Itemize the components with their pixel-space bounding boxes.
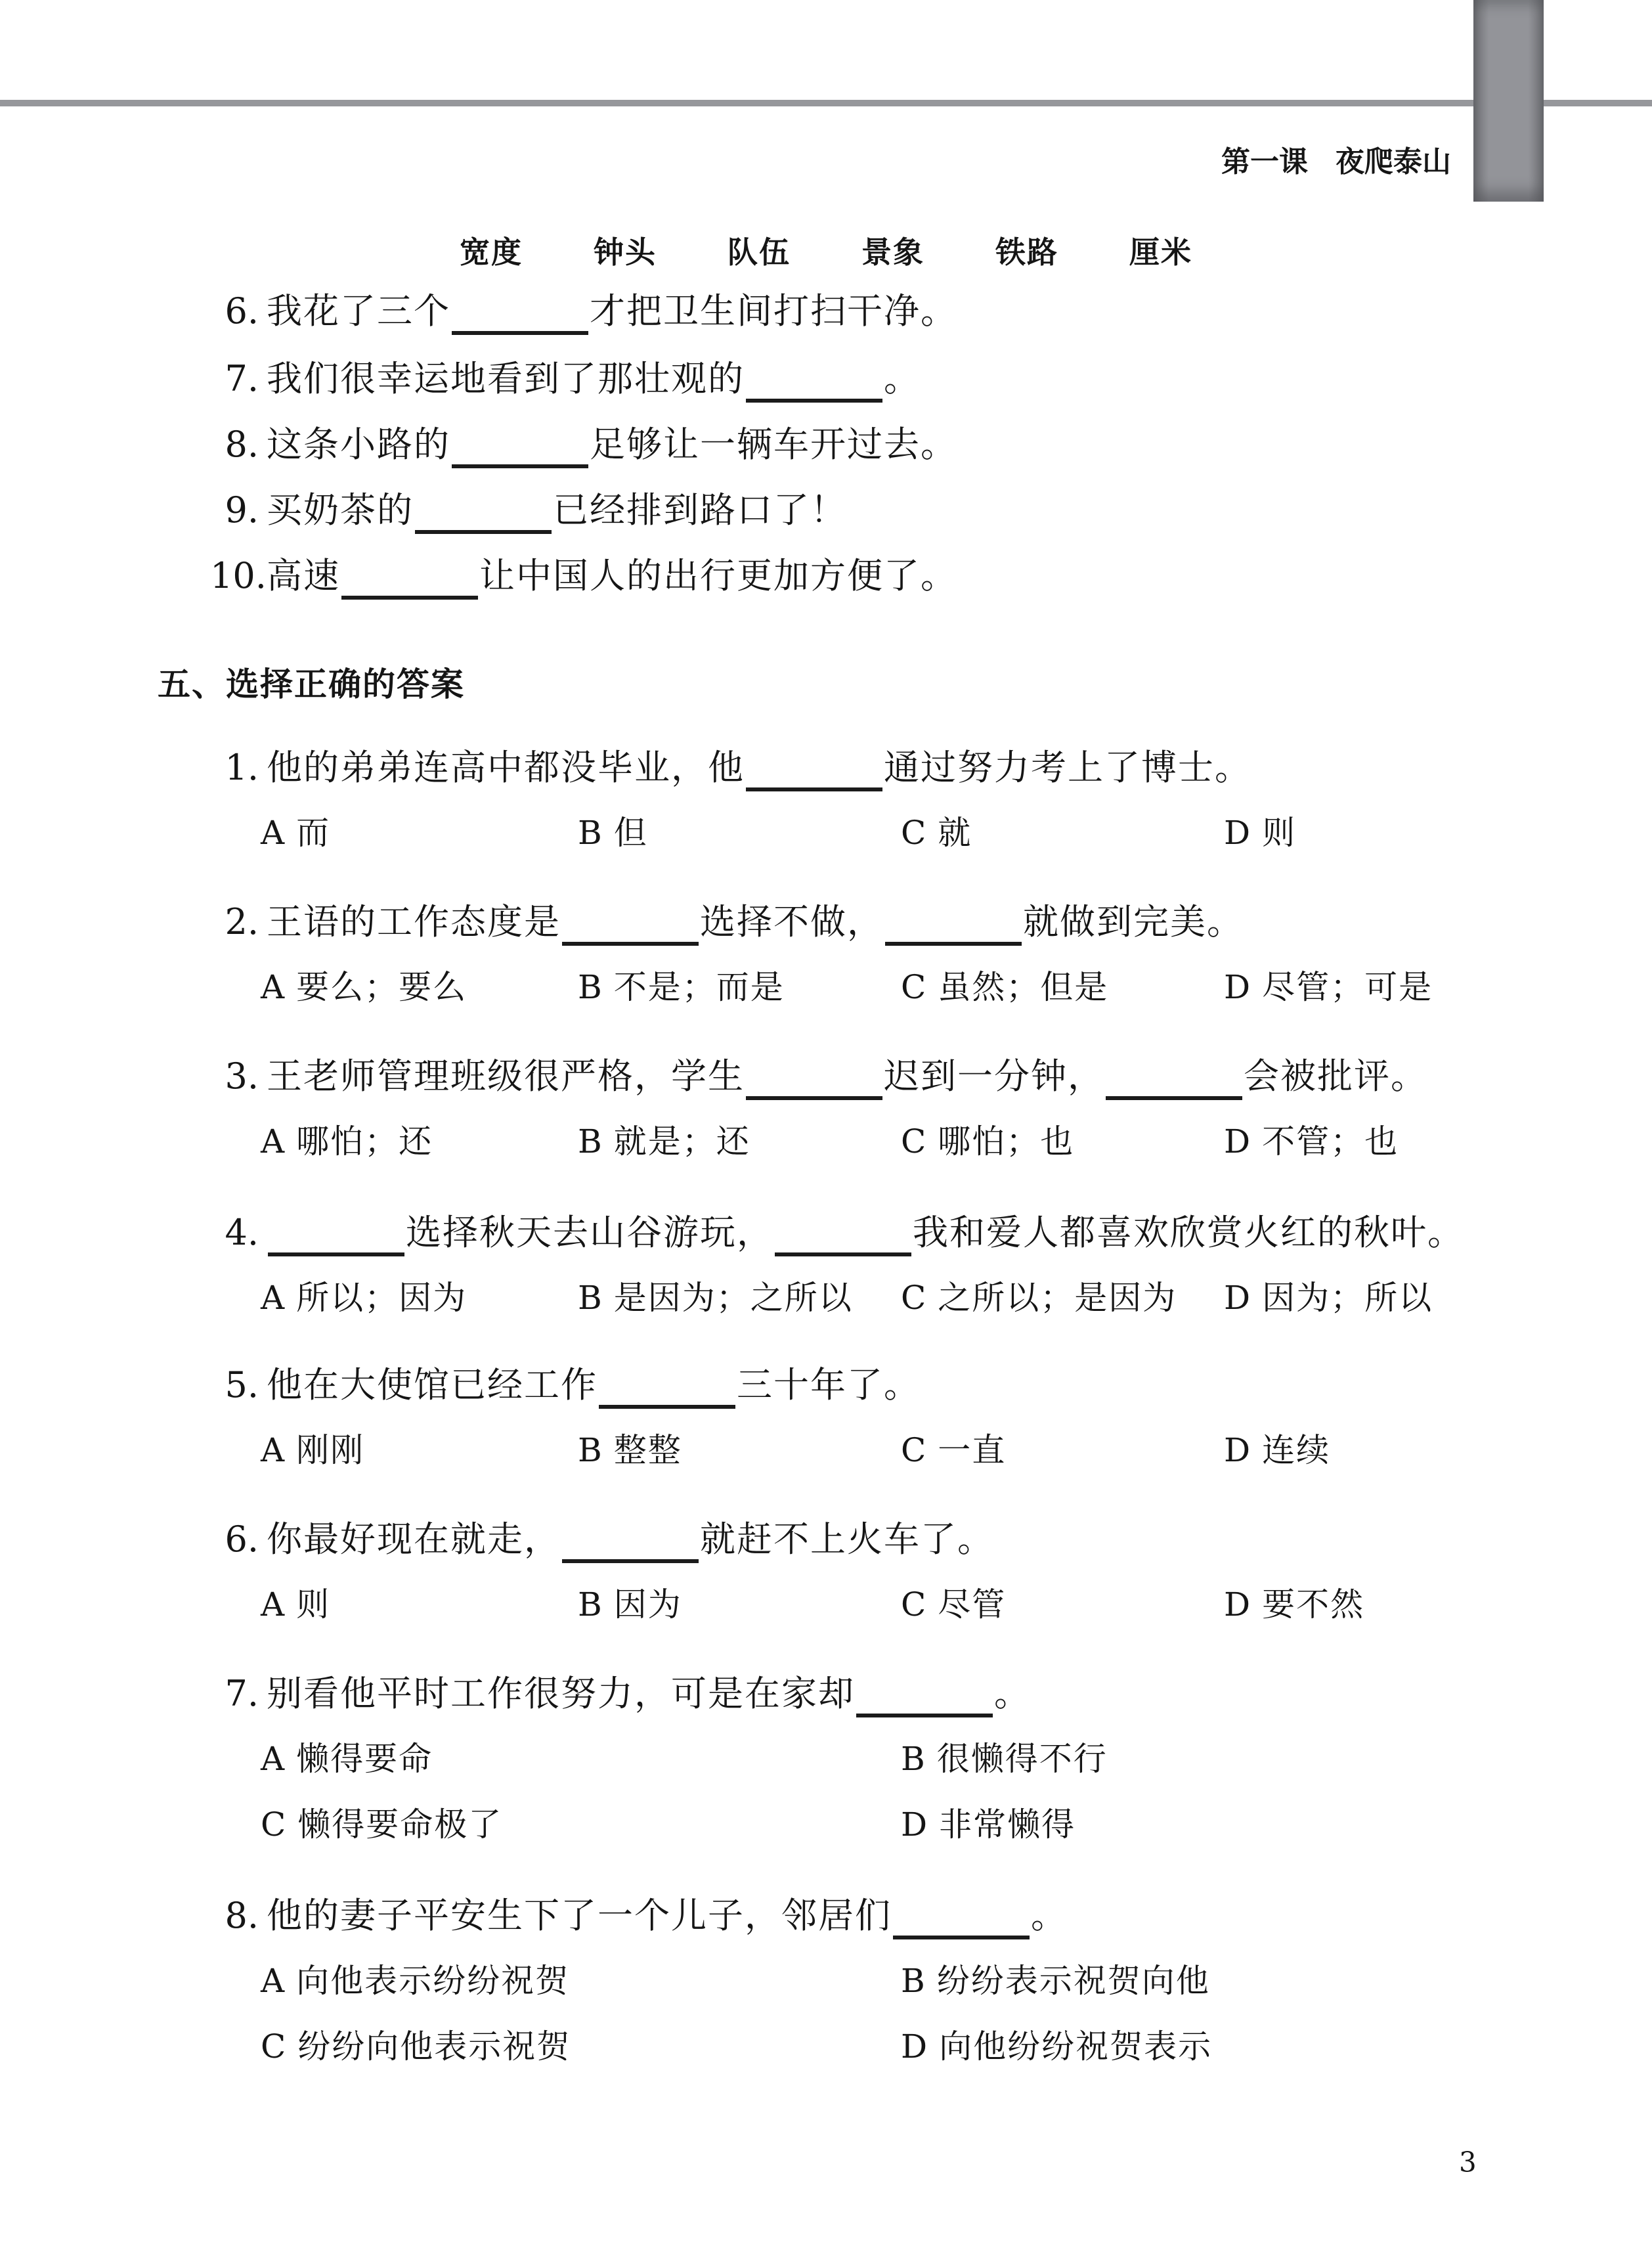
fill-q10-text-1: 让中国人的出行更加方便了。 (479, 555, 957, 596)
fill-q6-sentence (210, 289, 957, 335)
mc-q2-blank-2 (885, 916, 1022, 946)
option-letter: B (901, 1739, 925, 1778)
lesson-number: 第一课 (1221, 145, 1308, 179)
option-text: 尽管 (938, 1585, 1007, 1624)
option-text: 刚刚 (296, 1430, 365, 1469)
mc-q7-number: 7. (225, 1673, 259, 1714)
mc-q4-option-A (261, 1277, 467, 1319)
corner-bar (1473, 0, 1544, 202)
mc-q3-option-D (1224, 1121, 1399, 1162)
option-text: 虽然；但是 (938, 967, 1109, 1006)
option-text: 不是；而是 (613, 967, 785, 1006)
fill-q7-text-1: 。 (884, 358, 921, 399)
mc-q2-text-0: 王语的工作态度是 (267, 901, 561, 942)
mc-q3-sentence (210, 1054, 1427, 1100)
mc-q7-option-C (261, 1804, 502, 1846)
fill-q9-text-0: 买奶茶的 (267, 489, 414, 531)
mc-q3-blank-2 (1106, 1070, 1242, 1100)
option-text: 整整 (613, 1430, 682, 1469)
mc-q5-option-B (578, 1430, 682, 1471)
mc-q4-blank-1 (268, 1226, 404, 1256)
option-text: 非常懒得 (939, 1805, 1076, 1844)
mc-q4-sentence (210, 1210, 1464, 1256)
option-text: 要么；要么 (296, 967, 467, 1006)
option-text: 向他纷纷祝贺表示 (939, 2027, 1213, 2066)
option-text: 懒得要命极了 (297, 1805, 503, 1844)
mc-q1-blank-1 (746, 761, 882, 791)
option-letter: B (901, 1961, 925, 2000)
word-bank-item-3: 队伍 (728, 234, 791, 270)
mc-q8-option-A (261, 1960, 569, 2002)
mc-q3-text-2: 会被批评。 (1244, 1055, 1427, 1097)
option-letter: A (261, 1739, 285, 1778)
mc-q1-number: 1. (225, 747, 259, 788)
option-letter: D (1224, 1122, 1251, 1161)
option-letter: D (1224, 1585, 1251, 1624)
option-text: 尽管；可是 (1262, 967, 1433, 1006)
mc-q2-number: 2. (225, 901, 259, 942)
fill-q9-text-1: 已经排到路口了！ (553, 489, 847, 531)
fill-q6-text-0: 我花了三个 (267, 290, 450, 332)
option-letter: C (261, 2027, 286, 2066)
mc-q4-option-B (578, 1277, 853, 1319)
mc-q5-sentence (210, 1363, 921, 1409)
word-bank-item-2: 钟头 (594, 234, 657, 270)
mc-q4-blank-2 (775, 1226, 911, 1256)
option-letter: A (261, 1585, 285, 1624)
option-letter: C (901, 1122, 926, 1161)
option-letter: D (1224, 813, 1251, 852)
mc-q3-text-1: 迟到一分钟， (884, 1055, 1104, 1097)
mc-q2-text-2: 就做到完美。 (1023, 901, 1244, 942)
mc-q4-option-D (1224, 1277, 1433, 1319)
fill-q10-number: 10. (210, 555, 267, 596)
mc-q6-text-1: 就赶不上火车了。 (700, 1518, 994, 1560)
mc-q2-blank-1 (562, 916, 699, 946)
mc-q7-sentence (210, 1671, 1031, 1717)
mc-q7-option-D (901, 1804, 1076, 1846)
mc-q8-blank-1 (893, 1909, 1030, 1939)
fill-q9-blank-1 (415, 504, 552, 534)
mc-q7-blank-1 (856, 1687, 993, 1717)
fill-q10-blank-1 (341, 569, 478, 600)
option-text: 而 (296, 813, 331, 852)
fill-q10-sentence (210, 554, 957, 600)
mc-q5-option-C (901, 1430, 1006, 1471)
mc-q7-text-1: 。 (994, 1673, 1031, 1714)
fill-q8-number: 8. (225, 424, 259, 465)
option-text: 要不然 (1262, 1585, 1365, 1624)
page-number: 3 (1459, 2146, 1477, 2179)
fill-q6-blank-1 (452, 305, 588, 335)
fill-q7-number: 7. (225, 358, 259, 399)
mc-q7-text-0: 别看他平时工作很努力，可是在家却 (267, 1673, 855, 1714)
option-text: 不管；也 (1262, 1122, 1399, 1161)
option-text: 就 (938, 813, 972, 852)
fill-q8-blank-1 (452, 438, 588, 468)
mc-q5-text-0: 他在大使馆已经工作 (267, 1364, 598, 1406)
option-text: 就是；还 (613, 1122, 750, 1161)
mc-q1-option-A (261, 812, 330, 854)
option-letter: C (901, 1430, 926, 1469)
mc-q1-option-B (578, 812, 648, 854)
mc-q5-option-D (1224, 1430, 1330, 1471)
option-letter: A (261, 1122, 285, 1161)
mc-q6-number: 6. (225, 1518, 259, 1560)
mc-q8-text-1: 。 (1031, 1895, 1068, 1936)
fill-q7-text-0: 我们很幸运地看到了那壮观的 (267, 358, 745, 399)
option-letter: C (261, 1805, 286, 1844)
mc-q8-option-B (901, 1960, 1210, 2002)
mc-q3-option-A (261, 1121, 433, 1162)
option-text: 所以；因为 (296, 1278, 467, 1317)
mc-q5-number: 5. (225, 1364, 259, 1406)
fill-q6-text-1: 才把卫生间打扫干净。 (590, 290, 957, 332)
mc-q1-text-0: 他的弟弟连高中都没毕业，他 (267, 747, 745, 788)
option-text: 是因为；之所以 (613, 1278, 853, 1317)
option-letter: B (578, 1585, 602, 1624)
mc-q6-option-C (901, 1584, 1006, 1626)
mc-q1-sentence (210, 745, 1251, 791)
mc-q6-blank-1 (562, 1533, 699, 1563)
mc-q4-text-1: 选择秋天去山谷游玩， (406, 1212, 773, 1253)
option-text: 很懒得不行 (936, 1739, 1108, 1778)
mc-q3-option-C (901, 1121, 1074, 1162)
mc-q5-option-A (261, 1430, 364, 1471)
option-letter: A (261, 813, 285, 852)
fill-q10-text-0: 高速 (267, 555, 340, 596)
option-text: 一直 (938, 1430, 1007, 1469)
option-letter: B (578, 813, 602, 852)
mc-q2-text-1: 选择不做， (700, 901, 884, 942)
option-letter: B (578, 1278, 602, 1317)
word-bank (0, 229, 1652, 272)
option-letter: A (261, 967, 285, 1006)
mc-q5-text-1: 三十年了。 (737, 1364, 921, 1406)
mc-q4-number: 4. (225, 1212, 259, 1253)
mc-q4-option-C (901, 1277, 1177, 1319)
option-letter: D (1224, 967, 1251, 1006)
option-letter: B (578, 1430, 602, 1469)
option-text: 哪怕；也 (938, 1122, 1075, 1161)
mc-q3-option-B (578, 1121, 750, 1162)
option-text: 懒得要命 (296, 1739, 433, 1778)
option-text: 但 (613, 813, 648, 852)
option-text: 则 (296, 1585, 331, 1624)
mc-q7-option-A (261, 1738, 433, 1780)
mc-q4-text-2: 我和爱人都喜欢欣赏火红的秋叶。 (913, 1212, 1464, 1253)
mc-q2-option-A (261, 967, 467, 1008)
fill-q8-text-0: 这条小路的 (267, 424, 450, 465)
mc-q6-option-A (261, 1584, 330, 1626)
mc-q3-text-0: 王老师管理班级很严格，学生 (267, 1055, 745, 1097)
word-bank-item-6: 厘米 (1129, 234, 1192, 270)
mc-q2-sentence (210, 900, 1244, 946)
option-letter: D (1224, 1430, 1251, 1469)
lesson-title: 夜爬泰山 (1336, 145, 1451, 179)
mc-q3-number: 3. (225, 1055, 259, 1097)
option-letter: A (261, 1430, 285, 1469)
option-letter: C (901, 1278, 926, 1317)
mc-q2-option-B (578, 967, 785, 1008)
mc-q6-sentence (210, 1517, 994, 1563)
mc-q8-option-D (901, 2026, 1212, 2068)
mc-q6-text-0: 你最好现在就走， (267, 1518, 561, 1560)
fill-q6-number: 6. (225, 290, 259, 332)
word-bank-item-5: 铁路 (995, 234, 1058, 270)
option-letter: C (901, 967, 926, 1006)
fill-q7-sentence (210, 357, 921, 403)
option-text: 则 (1262, 813, 1297, 852)
mc-q1-option-C (901, 812, 972, 854)
mc-q8-option-C (261, 2026, 571, 2068)
option-text: 连续 (1262, 1430, 1331, 1469)
word-bank-item-4: 景象 (861, 234, 924, 270)
option-text: 哪怕；还 (296, 1122, 433, 1161)
mc-q8-sentence (210, 1893, 1068, 1939)
option-letter: A (261, 1961, 285, 2000)
option-letter: B (578, 967, 602, 1006)
fill-q8-sentence (210, 422, 957, 468)
fill-q9-sentence (210, 488, 847, 534)
option-text: 向他表示纷纷祝贺 (296, 1961, 570, 2000)
mc-q7-option-B (901, 1738, 1108, 1780)
option-text: 因为；所以 (1262, 1278, 1433, 1317)
option-letter: A (261, 1278, 285, 1317)
fill-q9-number: 9. (225, 489, 259, 531)
mc-q2-option-D (1224, 967, 1433, 1008)
option-text: 纷纷表示祝贺向他 (936, 1961, 1210, 2000)
mc-q3-blank-1 (746, 1070, 882, 1100)
fill-q8-text-1: 足够让一辆车开过去。 (590, 424, 957, 465)
mc-q1-text-1: 通过努力考上了博士。 (884, 747, 1251, 788)
mc-q8-text-0: 他的妻子平安生下了一个儿子，邻居们 (267, 1895, 892, 1936)
word-bank-item-1: 宽度 (460, 234, 523, 270)
mc-q1-option-D (1224, 812, 1296, 854)
mc-q8-number: 8. (225, 1895, 259, 1936)
option-text: 因为 (613, 1585, 682, 1624)
option-letter: C (901, 813, 926, 852)
option-letter: D (901, 1805, 928, 1844)
section-five-title: 五、选择正确的答案 (158, 665, 465, 703)
option-text: 之所以；是因为 (938, 1278, 1177, 1317)
option-letter: C (901, 1585, 926, 1624)
mc-q6-option-B (578, 1584, 682, 1626)
header-rule (0, 100, 1652, 106)
option-letter: B (578, 1122, 602, 1161)
mc-q2-option-C (901, 967, 1108, 1008)
option-letter: D (901, 2027, 928, 2066)
fill-q7-blank-1 (746, 372, 882, 403)
option-letter: D (1224, 1278, 1251, 1317)
lesson-header (1221, 138, 1451, 180)
mc-q6-option-D (1224, 1584, 1364, 1626)
option-text: 纷纷向他表示祝贺 (297, 2027, 571, 2066)
mc-q5-blank-1 (599, 1379, 735, 1409)
